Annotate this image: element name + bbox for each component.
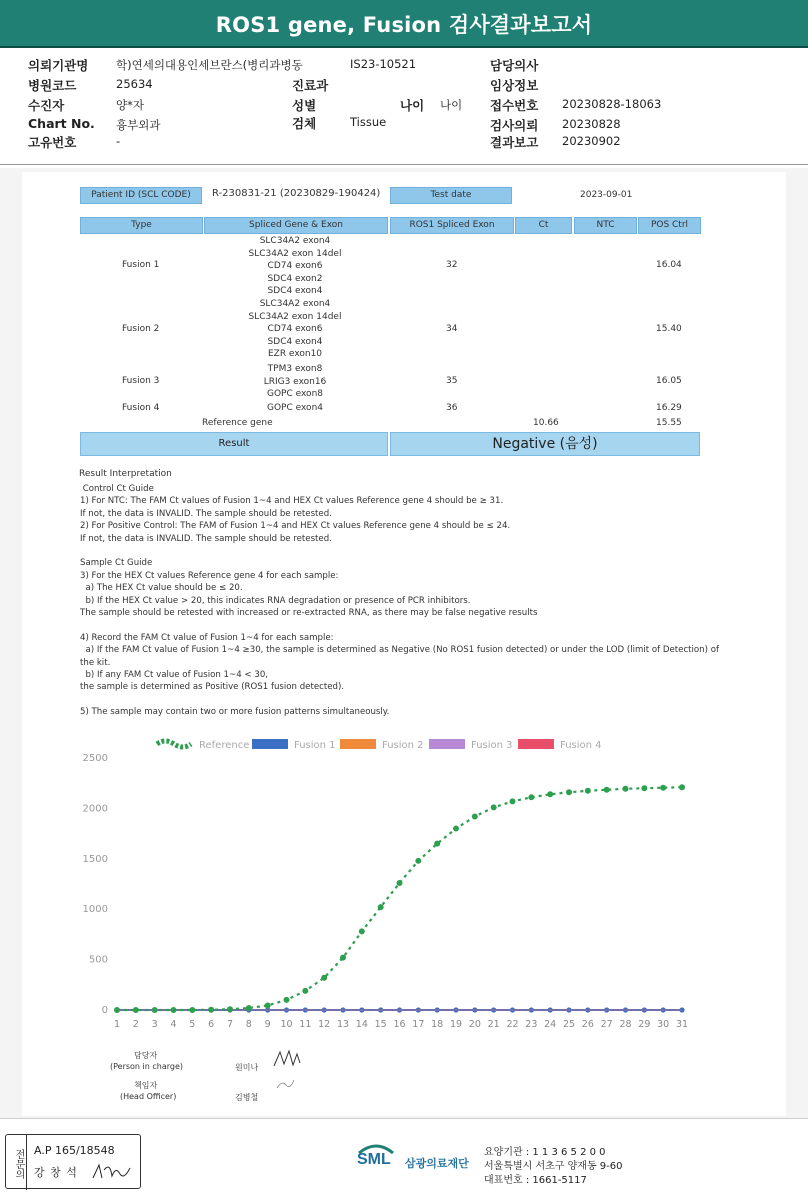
signature-person-in-charge <box>272 1048 302 1070</box>
y-tick-label: 500 <box>88 954 108 966</box>
row-genes <box>204 298 386 361</box>
interpretation-line: Control Ct Guide <box>80 484 154 494</box>
interpretation-line: If not, the data is INVALID. The sample should be retested. <box>80 533 332 544</box>
x-tick-label: 22 <box>506 1019 519 1030</box>
unique-label: 고유번호 <box>28 135 77 150</box>
title-bar <box>0 0 808 48</box>
age-value: 나이 <box>440 98 463 112</box>
interpretation-line: Sample Ct Guide <box>80 558 153 569</box>
head-officer-ko: 책임자 <box>134 1081 158 1090</box>
series-point-reference <box>660 785 666 791</box>
x-tick-label: 21 <box>487 1019 500 1030</box>
row-pos: 15.40 <box>656 324 682 334</box>
reference-ct: 10.66 <box>533 418 559 428</box>
gene-item: SDC4 exon2 <box>267 273 323 284</box>
gene-item: EZR exon10 <box>267 349 323 359</box>
legend-swatch <box>340 739 376 749</box>
x-tick-label: 19 <box>449 1019 463 1030</box>
series-point-reference <box>133 1007 139 1013</box>
gene-item: CD74 exon6 <box>267 324 323 334</box>
org-name: 삼광의료재단 <box>405 1157 469 1170</box>
row-ros1: 35 <box>446 376 458 386</box>
interpretation-line: a) If the FAM Ct value of Fusion 1~4 ≥30, the sample is determined as Negative (No ROS1 fusion detected) or under the LOD (limit of Detection) of <box>80 645 719 656</box>
receipt-value: 20230828-18063 <box>562 97 662 111</box>
x-tick-label: 24 <box>544 1019 557 1030</box>
series-point-reference <box>208 1007 214 1013</box>
x-tick-label: 15 <box>374 1019 387 1030</box>
stamp-side-label: 전문의 <box>6 1135 27 1190</box>
x-tick-label: 2 <box>132 1019 139 1030</box>
agency-code: 요양기관 : 1 1 3 6 5 2 0 0 <box>484 1147 606 1158</box>
receipt-label: 접수번호 <box>490 98 539 113</box>
series-point-reference <box>472 813 478 819</box>
dept-label: 진료과 <box>292 78 329 93</box>
footer-divider <box>0 1118 808 1119</box>
reference-label: Reference gene <box>202 418 273 428</box>
page-title: ROS1 gene, Fusion 검사결과보고서 <box>215 13 593 37</box>
sml-logo <box>355 1141 397 1171</box>
row-genes <box>204 363 386 401</box>
y-tick-label: 1000 <box>82 904 108 916</box>
row-ros1: 34 <box>446 324 458 334</box>
address: 서울특별시 서초구 양재동 9-60 <box>484 1161 623 1172</box>
person-in-charge-en: (Person in charge) <box>110 1062 184 1071</box>
x-tick-label: 6 <box>208 1019 215 1030</box>
x-tick-label: 16 <box>393 1019 406 1030</box>
series-point-reference <box>415 858 421 864</box>
x-tick-label: 9 <box>264 1019 271 1030</box>
legend-swatch <box>518 739 554 749</box>
col-ct: Ct <box>515 217 572 234</box>
series-point-reference <box>585 788 591 794</box>
test-date-label: Test date <box>390 187 512 204</box>
col-ros1-exon: ROS1 Spliced Exon <box>390 217 514 234</box>
series-point-reference <box>265 1002 271 1008</box>
y-tick-label: 2500 <box>82 753 108 764</box>
gene-item: SLC34A2 exon4 <box>259 299 331 309</box>
result-value: Negative (음성) <box>390 432 700 456</box>
series-point-reference <box>491 804 497 810</box>
gene-item: SDC4 exon4 <box>267 336 323 347</box>
x-tick-label: 28 <box>619 1019 632 1030</box>
interpretation-heading: Result Interpretation <box>79 469 172 479</box>
x-tick-label: 23 <box>525 1019 538 1030</box>
stamp-line2: 강 창 석 <box>34 1166 78 1179</box>
patient-id-value: R-230831-21 (20230829-190424) <box>212 188 381 199</box>
gene-item: SLC34A2 exon 14del <box>248 248 342 259</box>
signature-head-officer <box>274 1076 298 1092</box>
col-spliced-gene: Spliced Gene & Exon <box>204 217 388 234</box>
series-point-reference <box>528 794 534 800</box>
interpretation-line: If not, the data is INVALID. The sample should be retested. <box>80 508 332 519</box>
row-type: Fusion 1 <box>122 260 160 270</box>
y-tick-label: 2000 <box>82 803 108 815</box>
patient-label: 수진자 <box>28 98 65 113</box>
gene-item: GOPC exon4 <box>267 403 323 413</box>
interpretation-line: b) If the HEX Ct value > 20, this indicates RNA degradation or presence of PCR inhibitors. <box>80 595 471 606</box>
interpretation-line: 4) Record the FAM Ct value of Fusion 1~4 for each sample: <box>80 632 334 643</box>
sml-logo-text: SML <box>357 1151 391 1168</box>
head-officer-name: 김병철 <box>235 1093 259 1102</box>
row-ros1: 36 <box>446 403 458 413</box>
row-genes <box>204 403 386 413</box>
x-tick-label: 3 <box>151 1019 158 1030</box>
legend-swatch <box>429 739 465 749</box>
report-value: 20230902 <box>562 134 621 148</box>
interpretation-line <box>80 694 720 706</box>
clinical-label: 임상정보 <box>490 78 539 93</box>
row-pos: 16.05 <box>656 376 682 386</box>
row-type: Fusion 4 <box>122 403 160 413</box>
specimen-value: Tissue <box>350 115 387 129</box>
series-point-reference <box>566 789 572 795</box>
series-point-reference <box>321 975 327 981</box>
interpretation-line <box>80 619 720 631</box>
gene-item: CD74 exon6 <box>267 261 323 271</box>
stamp-line1: A.P 165/18548 <box>34 1144 115 1157</box>
stamp-signature <box>90 1160 136 1184</box>
series-point-reference <box>547 791 553 797</box>
request-label: 검사의뢰 <box>490 118 539 133</box>
age-label: 나이 <box>400 98 425 113</box>
chart-label: Chart No. <box>28 116 95 131</box>
row-ros1: 32 <box>446 260 458 270</box>
series-line-reference <box>117 787 682 1010</box>
col-type: Type <box>80 217 203 234</box>
chart-value: 흉부외과 <box>116 118 161 132</box>
col-pos-ctrl: POS Ctrl <box>638 217 701 234</box>
series-point-reference <box>641 785 647 791</box>
reference-pos: 15.55 <box>656 418 682 428</box>
series-point-reference <box>378 904 384 910</box>
x-tick-label: 4 <box>170 1019 177 1030</box>
legend-label: Fusion 3 <box>471 740 513 751</box>
institution-code-value: IS23-10521 <box>350 57 417 71</box>
x-tick-label: 11 <box>299 1019 312 1030</box>
legend-label: Fusion 1 <box>294 740 336 751</box>
interpretation-line: a) The HEX Ct value should be ≤ 20. <box>80 583 243 594</box>
patient-id-label: Patient ID (SCL CODE) <box>80 187 202 204</box>
x-tick-label: 30 <box>657 1019 670 1030</box>
x-tick-label: 31 <box>675 1019 689 1030</box>
gene-item: GOPC exon8 <box>267 389 323 399</box>
col-ntc: NTC <box>574 217 637 234</box>
row-type: Fusion 3 <box>122 376 160 386</box>
series-point-reference <box>434 841 440 847</box>
row-genes <box>204 235 386 298</box>
interpretation-text <box>80 483 720 719</box>
x-tick-label: 17 <box>412 1019 425 1030</box>
series-point-reference <box>227 1006 233 1012</box>
report-label: 결과보고 <box>490 135 539 150</box>
series-point-reference <box>604 787 610 793</box>
row-pos: 16.29 <box>656 403 682 413</box>
series-point-reference <box>340 955 346 961</box>
gene-item: LRIG3 exon16 <box>263 376 327 387</box>
x-tick-label: 27 <box>600 1019 613 1030</box>
person-in-charge-name: 원미나 <box>235 1063 259 1072</box>
patient-value: 양*자 <box>116 98 144 112</box>
y-tick-label: 1500 <box>82 853 108 865</box>
interpretation-line <box>80 545 720 557</box>
hospital-code-label: 병원코드 <box>28 78 77 93</box>
interpretation-line: 2) For Positive Control: The FAM of Fusion 1~4 and HEX Ct values Reference gene 4 should be ≤ 24. <box>80 521 511 532</box>
x-tick-label: 12 <box>318 1019 331 1030</box>
series-point-reference <box>359 928 365 934</box>
series-point-reference <box>510 798 516 804</box>
interpretation-line: 3) For the HEX Ct values Reference gene 4 for each sample: <box>80 570 339 581</box>
x-tick-label: 7 <box>226 1019 234 1030</box>
header-divider <box>0 164 808 165</box>
interpretation-line: 5) The sample may contain two or more fusion patterns simultaneously. <box>80 707 390 718</box>
request-value: 20230828 <box>562 117 621 131</box>
row-type: Fusion 2 <box>122 324 160 334</box>
x-tick-label: 13 <box>336 1019 350 1030</box>
phone: 대표번호 : 1661-5117 <box>484 1175 587 1186</box>
series-point-reference <box>152 1007 158 1013</box>
gene-item: SLC34A2 exon4 <box>259 236 331 246</box>
x-tick-label: 29 <box>638 1019 651 1030</box>
institution-value: 학)연세의대용인세브란스(병리과병동 <box>116 58 303 72</box>
series-point-reference <box>302 988 308 994</box>
legend-swatch <box>157 741 191 747</box>
head-officer-en: (Head Officer) <box>120 1092 177 1101</box>
specimen-label: 검체 <box>292 116 317 131</box>
series-point-reference <box>189 1007 195 1013</box>
hospital-code-value: 25634 <box>116 77 153 91</box>
series-point-reference <box>397 880 403 886</box>
series-point-reference <box>679 784 685 790</box>
interpretation-line: 1) For NTC: The FAM Ct values of Fusion 1~4 and HEX Ct values Reference gene 4 should be ≥ 31. <box>80 496 504 507</box>
specialist-stamp <box>5 1134 141 1189</box>
amplification-chart <box>22 730 786 1040</box>
legend-label: Reference <box>199 740 250 751</box>
legend-label: Fusion 2 <box>382 740 424 751</box>
legend-swatch <box>252 739 288 749</box>
series-point-reference <box>246 1005 252 1011</box>
gene-item: SLC34A2 exon 14del <box>248 311 342 322</box>
series-point-reference <box>284 997 290 1003</box>
series-point-reference <box>453 826 459 832</box>
sex-label: 성별 <box>292 98 317 113</box>
interpretation-line: the kit. <box>80 657 111 668</box>
doctor-label: 담당의사 <box>490 58 539 73</box>
x-tick-label: 26 <box>581 1019 594 1030</box>
unique-value: - <box>116 134 121 148</box>
institution-label: 의뢰기관명 <box>28 58 89 73</box>
x-tick-label: 14 <box>355 1019 368 1030</box>
y-tick-label: 0 <box>101 1005 108 1016</box>
legend-label: Fusion 4 <box>560 740 602 751</box>
x-tick-label: 8 <box>245 1019 252 1030</box>
row-pos: 16.04 <box>656 260 682 270</box>
x-tick-label: 5 <box>189 1019 196 1030</box>
x-tick-label: 20 <box>468 1019 481 1030</box>
series-point-reference <box>171 1007 177 1013</box>
interpretation-line: b) If any FAM Ct value of Fusion 1~4 < 30, <box>80 670 269 681</box>
x-tick-label: 18 <box>431 1019 444 1030</box>
series-point-reference <box>114 1007 120 1013</box>
series-point-reference <box>623 786 629 792</box>
x-tick-label: 1 <box>113 1019 121 1030</box>
x-tick-label: 25 <box>562 1019 576 1030</box>
report-page <box>22 172 786 1116</box>
interpretation-line: The sample should be retested with increased or re-extracted RNA, as there may be false negative results <box>80 608 538 619</box>
result-label: Result <box>80 432 388 456</box>
x-tick-label: 10 <box>280 1019 293 1030</box>
gene-item: TPM3 exon8 <box>267 364 323 374</box>
gene-item: SDC4 exon4 <box>267 286 323 296</box>
person-in-charge-ko: 담당자 <box>134 1051 158 1060</box>
interpretation-line: the sample is determined as Positive (ROS1 fusion detected). <box>80 682 345 693</box>
test-date-value: 2023-09-01 <box>580 190 633 200</box>
